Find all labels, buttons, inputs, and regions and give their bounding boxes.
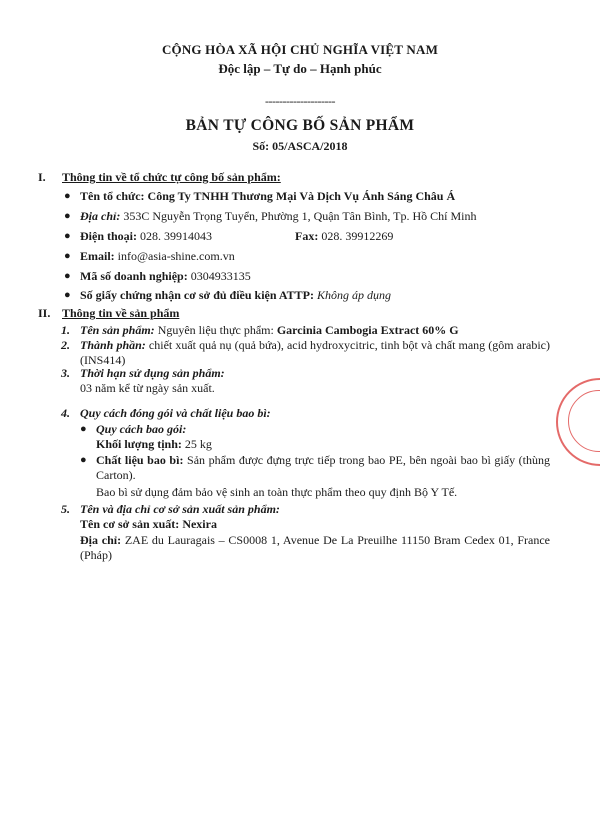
tax-label: Mã số doanh nghiệp: bbox=[80, 269, 188, 283]
weight-row bbox=[96, 437, 212, 451]
material-value: Sản phẩm được đựng trực tiếp trong bao PE, bên ngoài bao bì giấy (thùng Carton). bbox=[96, 453, 551, 482]
cert-row bbox=[80, 288, 391, 302]
org-label: Tên tổ chức: bbox=[80, 189, 145, 203]
maker-address-row bbox=[80, 533, 550, 563]
maker-label: Tên cơ sở sản xuất: bbox=[80, 517, 180, 531]
motto-heading: Độc lập – Tự do – Hạnh phúc bbox=[218, 61, 382, 76]
item1-value-prefix: Nguyên liệu thực phẩm: bbox=[157, 323, 274, 337]
fax-row bbox=[295, 229, 393, 243]
bullet-icon: ● bbox=[64, 210, 71, 222]
phone-row bbox=[80, 229, 212, 243]
section2-numeral: II. bbox=[38, 306, 51, 320]
email-row bbox=[80, 249, 235, 263]
cert-label: Số giấy chứng nhận cơ sở đủ điều kiện ATTP: bbox=[80, 288, 314, 302]
item1-row bbox=[80, 323, 459, 337]
org-value: Công Ty TNHH Thương Mại Và Dịch Vụ Ánh Sáng Châu Á bbox=[147, 189, 456, 203]
header-separator: -------------------- bbox=[265, 94, 335, 108]
cert-value: Không áp dụng bbox=[317, 288, 392, 302]
email-label: Email: bbox=[80, 249, 115, 263]
item1-number: 1. bbox=[61, 323, 70, 337]
maker-value: Nexira bbox=[182, 517, 217, 531]
bullet-icon: ● bbox=[64, 190, 71, 202]
item3-number: 3. bbox=[61, 366, 70, 380]
nation-heading: CỘNG HÒA XÃ HỘI CHỦ NGHĨA VIỆT NAM bbox=[161, 42, 439, 57]
tax-row bbox=[80, 269, 251, 283]
item1-value-bold: Garcinia Cambogia Extract 60% G bbox=[276, 323, 459, 337]
material-row bbox=[96, 453, 550, 483]
section2-heading: Thông tin về sản phẩm bbox=[62, 306, 180, 320]
document-title: BẢN TỰ CÔNG BỐ SẢN PHẨM bbox=[185, 117, 415, 134]
phone-label: Điện thoại: bbox=[80, 229, 137, 243]
maker-address-value: ZAE du Lauragais – CS0008 1, Avenue De La Preuilhe 11150 Bram Cedex 01, France (Pháp) bbox=[80, 533, 550, 562]
bullet-icon: ● bbox=[64, 230, 71, 242]
material-label: Chất liệu bao bì: bbox=[96, 453, 184, 467]
item5-number: 5. bbox=[61, 502, 70, 516]
org-row bbox=[80, 189, 455, 203]
email-value: info@asia-shine.com.vn bbox=[117, 249, 235, 263]
address-row bbox=[80, 209, 476, 223]
maker-address-label: Địa chỉ: bbox=[80, 533, 122, 547]
bullet-icon: ● bbox=[64, 250, 71, 262]
document-number: Số: 05/ASCA/2018 bbox=[252, 139, 348, 153]
item1-label: Tên sản phẩm: bbox=[80, 323, 155, 337]
bullet-icon: ● bbox=[64, 289, 71, 301]
item2-value: chiết xuất quả nụ (quả bứa), acid hydroxycitric, tinh bột và chất mang (gôm arabic) (INS414) bbox=[80, 338, 550, 367]
phone-value: 028. 39914043 bbox=[140, 229, 212, 243]
maker-row bbox=[80, 517, 217, 531]
safety-note: Bao bì sử dụng đảm bảo vệ sinh an toàn thực phẩm theo quy định Bộ Y Tế. bbox=[96, 485, 458, 499]
item4-number: 4. bbox=[61, 406, 70, 420]
item4-label: Quy cách đóng gói và chất liệu bao bì: bbox=[80, 406, 271, 420]
item2-number: 2. bbox=[61, 338, 70, 352]
item3-value: 03 năm kể từ ngày sản xuất. bbox=[80, 381, 215, 395]
fax-label: Fax: bbox=[295, 229, 319, 243]
section1-heading: Thông tin về tổ chức tự công bố sản phẩm: bbox=[62, 170, 281, 184]
bullet-icon: ● bbox=[80, 454, 87, 466]
item2-label: Thành phần: bbox=[80, 338, 146, 352]
weight-label: Khối lượng tịnh: bbox=[96, 437, 182, 451]
section1-numeral: I. bbox=[38, 170, 46, 184]
address-value: 353C Nguyễn Trọng Tuyển, Phường 1, Quận Tân Bình, Tp. Hồ Chí Minh bbox=[123, 209, 477, 223]
fax-value: 028. 39912269 bbox=[321, 229, 394, 243]
pack-label: Quy cách bao gói: bbox=[96, 422, 187, 436]
tax-value: 0304933135 bbox=[190, 269, 251, 283]
address-label: Địa chỉ: bbox=[80, 209, 121, 223]
item3-label: Thời hạn sử dụng sản phẩm: bbox=[80, 366, 225, 380]
bullet-icon: ● bbox=[64, 270, 71, 282]
weight-value: 25 kg bbox=[184, 437, 212, 451]
bullet-icon: ● bbox=[80, 423, 87, 435]
seal-stamp-icon bbox=[556, 378, 600, 466]
item5-label: Tên và địa chỉ cơ sở sản xuất sản phẩm: bbox=[80, 502, 280, 516]
item2-row bbox=[80, 338, 550, 368]
seal-inner-ring bbox=[568, 390, 600, 452]
